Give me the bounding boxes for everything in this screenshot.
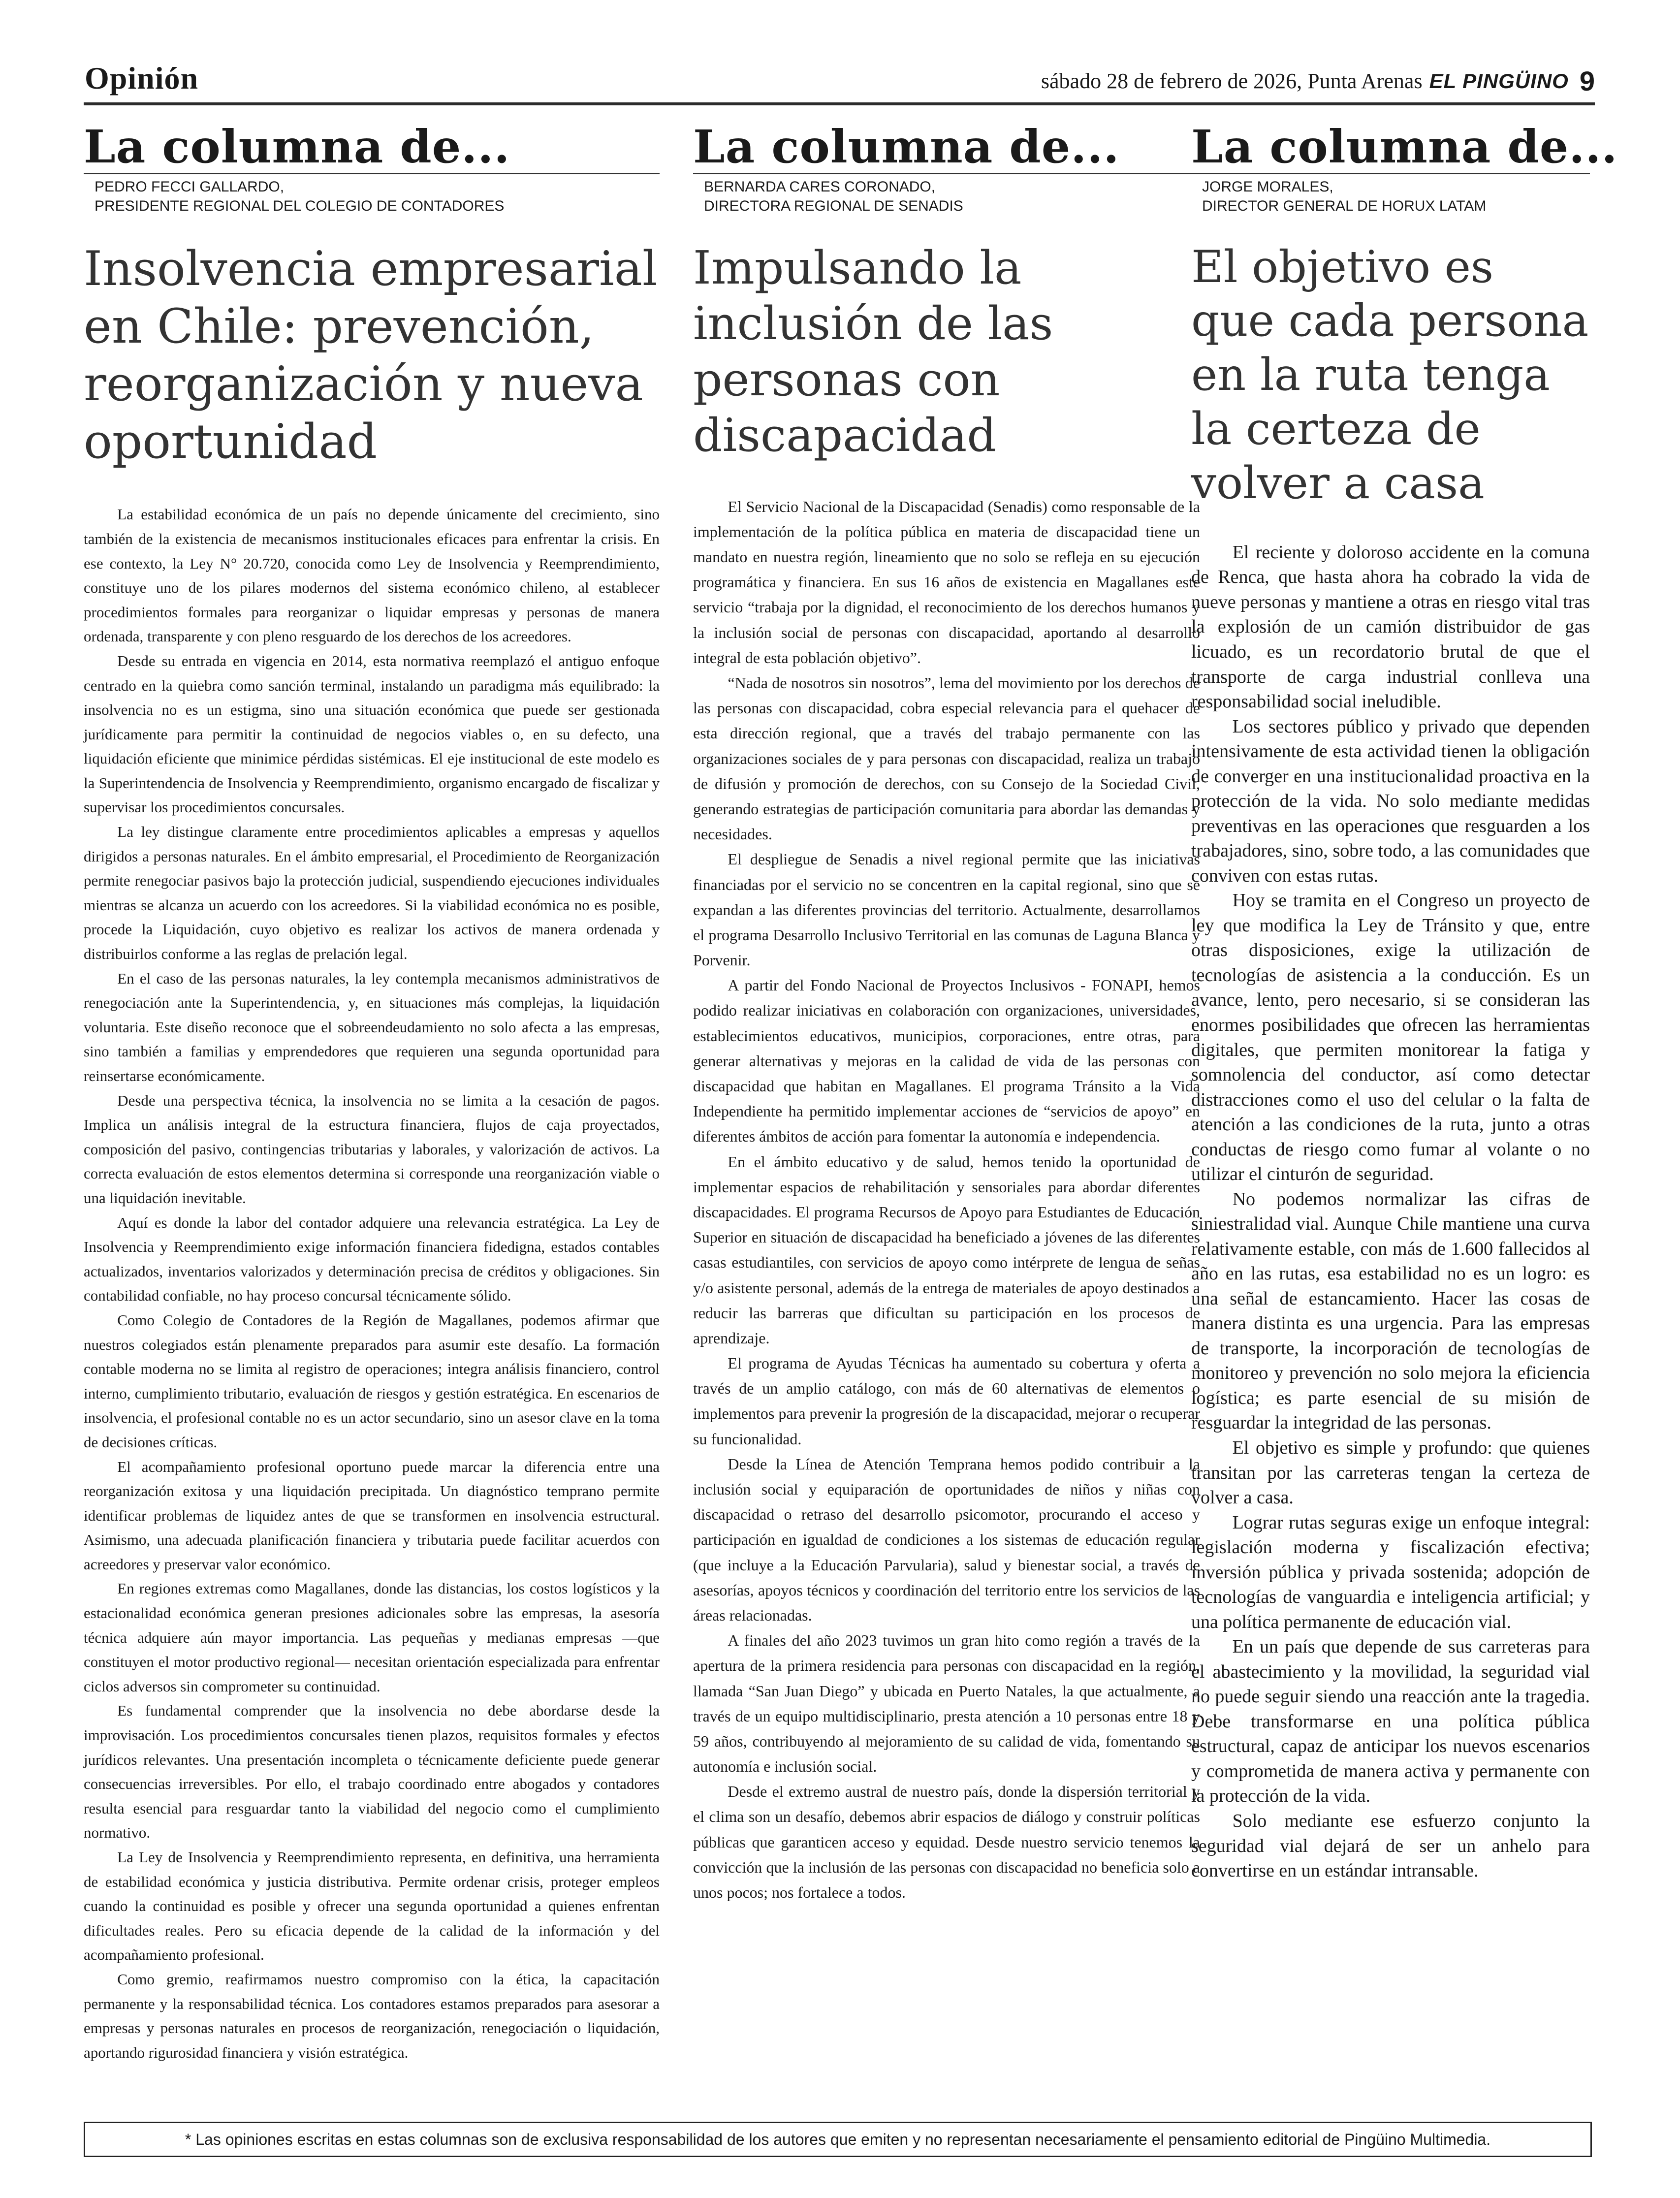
paragraph: Hoy se tramita en el Congreso un proyecto de ley que modifica la Ley de Tránsito y que, entre otras disposiciones, exige la utilización de tecnologías de asistencia a la conducción. Es un avance, lento, pero necesario, si se consideran las enormes posibilidades que ofrecen las herramientas digitales, que permiten monitorear la fatiga y somnolencia del conductor, así como detectar distracciones como el uso del celular o la falta de atención a las condiciones de la ruta, junto a otras conductas de riesgo como fumar al volante o no utilizar el cinturón de seguridad. xyxy=(1191,890,1590,1185)
paragraph: El reciente y doloroso accidente en la comuna de Renca, que hasta ahora ha cobrado la vida de nueve personas y mantiene a otras en riesgo vital tras la explosión de un camión distribuidor de gas licuado, es un recordatorio brutal de que el transporte de carga industrial conlleva una responsabilidad social ineludible. xyxy=(1191,542,1590,712)
paragraph: Desde una perspectiva técnica, la insolvencia no se limita a la cesación de pagos. Implica un análisis integral de la estructura financiera, flujos de caja proyectados, composición del pasivo, contingencias tributarias y laborales, y valorización de activos. La correcta evaluación de estos elementos determina si corresponde una reorganización viable o una liquidación inevitable. xyxy=(84,1091,660,1207)
author-name: JORGE MORALES, xyxy=(1202,178,1333,195)
paragraph: No podemos normalizar las cifras de siniestralidad vial. Aunque Chile mantiene una curva relativamente estable, con más de 1.600 fallecidos al año en las rutas, esa estabilidad no es un logro: es una señal de estancamiento. Hacer las cosas de manera distinta es una urgencia. Para las empresas de transporte, la incorporación de tecnologías de monitoreo y prevención no solo mejora la eficiencia logística; es parte esencial de su misión de resguardar la integridad de las personas. xyxy=(1191,1188,1590,1433)
author-role: DIRECTORA REGIONAL DE SENADIS xyxy=(704,197,963,214)
article-headline: El objetivo es que cada persona en la ruta tenga la certeza de volver a casa xyxy=(1191,241,1589,509)
paragraph: A finales del año 2023 tuvimos un gran hito como región a través de la apertura de la primera residencia para personas con discapacidad en la región, llamada “San Juan Diego” y ubicada en Puerto Natales, la que actualmente, a través de un equipo multidisciplinario, presta atención a 10 personas entre 18 y 59 años, contribuyendo al mejoramiento de su calidad de vida, fomentando su autonomía e inclusión social. xyxy=(693,1631,1200,1776)
column-cares xyxy=(693,120,1200,1905)
paragraph: Como gremio, reafirmamos nuestro compromiso con la ética, la capacitación permanente y la responsabilidad técnica. Los contadores estamos preparados para asesorar a empresas y personas naturales en procesos de reorganización, renegociación o liquidación, aportando rigurosidad financiera y visión estratégica. xyxy=(84,1970,660,2061)
paragraph: El acompañamiento profesional oportuno puede marcar la diferencia entre una reorganización exitosa y una liquidación precipitada. Un diagnóstico temprano permite identificar problemas de liquidez antes de que se transformen en insolvencia estructural. Asimismo, una adecuada planificación financiera y tributaria puede facilitar acuerdos con acreedores y preservar valor económico. xyxy=(84,1458,660,1573)
paragraph: El Servicio Nacional de la Discapacidad (Senadis) como responsable de la implementación de la política pública en materia de discapacidad tiene un mandato en nuestra región, lineamiento que no solo se refleja en su ejecución programática y financiera. En sus 16 años de existencia en Magallanes este servicio “trabaja por la dignidad, el reconocimiento de los derechos humanos y la inclusión social de personas con discapacidad, aportando al desarrollo integral de esta población objetivo”. xyxy=(693,497,1200,667)
paragraph: Solo mediante ese esfuerzo conjunto la seguridad vial dejará de ser un anhelo para convertirse en un estándar intransable. xyxy=(1191,1810,1590,1881)
author-byline xyxy=(693,177,1200,216)
column-morales xyxy=(1191,120,1618,1883)
paragraph: “Nada de nosotros sin nosotros”, lema del movimiento por los derechos de las personas con discapacidad, cobra especial relevancia para el quehacer de esta dirección regional, que a través del trabajo permanente con las organizaciones sociales de y para personas con discapacidad, realiza un trabajo de difusión y promoción de derechos, con su Consejo de la Sociedad Civil, generando estrategias de participación comunitaria para abordar las demandas y necesidades. xyxy=(693,674,1200,843)
author-role: DIRECTOR GENERAL DE HORUX LATAM xyxy=(1202,197,1487,214)
article-body xyxy=(1191,540,1590,1883)
paragraph: Desde la Línea de Atención Temprana hemos podido contribuir a la inclusión social y equiparación de oportunidades de niños y niñas con discapacidad o retraso del desarrollo psicomotor, procurando el acceso y participación en igualdad de condiciones a los sistemas de educación regular (que incluye a la Educación Parvularia), salud y bienestar social, a través de asesorías, apoyos técnicos y coordinación del territorio entre los servicios de las áreas relacionadas. xyxy=(693,1455,1200,1624)
paragraph: Aquí es donde la labor del contador adquiere una relevancia estratégica. La Ley de Insolvencia y Reemprendimiento exige información financiera fidedigna, estados contables actualizados, inventarios valorizados y determinación precisa de créditos y obligaciones. Sin contabilidad confiable, no hay proceso concursal técnicamente sólido. xyxy=(84,1213,660,1305)
disclaimer-box xyxy=(84,2122,1592,2157)
article-headline: Impulsando la inclusión de las personas con discapacidad xyxy=(693,241,1053,462)
column-kicker: La columna de... xyxy=(693,123,1200,174)
newspaper-brand: EL PINGÜINO xyxy=(1429,69,1569,93)
paragraph: Es fundamental comprender que la insolvencia no debe abordarse desde la improvisación. Los procedimientos concursales tienen plazos, requisitos formales y efectos jurídicos relevantes. Una presentación incompleta o técnicamente deficiente puede generar consecuencias irreversibles. Por ello, el trabajo coordinado entre abogados y contadores resulta esencial para resguardar tanto la viabilidad del negocio como el cumplimiento normativo. xyxy=(84,1702,660,1842)
paragraph: Lograr rutas seguras exige un enfoque integral: legislación moderna y fiscalización efectiva; inversión pública y privada sostenida; adopción de tecnologías de vanguardia e inteligencia artificial; y una política permanente de educación vial. xyxy=(1191,1512,1590,1632)
paragraph: A partir del Fondo Nacional de Proyectos Inclusivos - FONAPI, hemos podido realizar iniciativas en colaboración con organizaciones, universidades, establecimientos educativos, municipios, corporaciones, entre otras, para generar alternativas y mejoras en la calidad de vida de las personas con discapacidad que habitan en Magallanes. El programa Tránsito a la Vida Independiente ha permitido implementar acciones de “servicios de apoyo” en diferentes ámbitos de acción para fomentar la autonomía e independencia. xyxy=(693,976,1200,1146)
date-place: sábado 28 de febrero de 2026, Punta Arenas xyxy=(1041,69,1423,93)
author-byline xyxy=(84,177,660,216)
paragraph: Desde su entrada en vigencia en 2014, esta normativa reemplazó el antiguo enfoque centrado en la quiebra como sanción terminal, instalando un paradigma más equilibrado: la insolvencia no es un estigma, sino una situación económica que puede ser gestionada jurídicamente para permitir la continuidad de negocios viables o, en su defecto, una liquidación eficiente que minimice pérdidas sistémicas. El eje institucional de este modelo es la Superintendencia de Insolvencia y Reemprendimiento, organismo encargado de fiscalizar y supervisar los procedimientos concursales. xyxy=(84,652,660,816)
paragraph: Los sectores público y privado que dependen intensivamente de esta actividad tienen la obligación de converger en una institucionalidad proactiva en la protección de la vida. No solo mediante medidas preventivas en las operaciones que resguarden a los trabajadores, sino, sobre todo, a las comunidades que conviven con estas rutas. xyxy=(1191,716,1590,886)
paragraph: En un país que depende de sus carreteras para el abastecimiento y la movilidad, la seguridad vial no puede seguir siendo una reacción ante la tragedia. Debe transformarse en una política pública estructural, capaz de anticipar los nuevos escenarios y comprometida de manera activa y permanente con la protección de la vida. xyxy=(1191,1636,1590,1807)
article-body xyxy=(84,502,660,2065)
paragraph: En el ámbito educativo y de salud, hemos tenido la oportunidad de implementar espacios de rehabilitación y sensoriales para abordar diferentes discapacidades. El programa Recursos de Apoyo para Estudiantes de Educación Superior en situación de discapacidad ha beneficiado a jóvenes de las diferentes casas estudiantiles, con servicios de apoyo como intérprete de lengua de señas y/o asistente personal, además de la entrega de materiales de apoyo destinados a reducir las barreras que dificultan su participación en los procesos de aprendizaje. xyxy=(693,1152,1200,1347)
paragraph: En regiones extremas como Magallanes, donde las distancias, los costos logísticos y la estacionalidad económica generan presiones adicionales sobre las empresas, la asesoría técnica adquiere aún mayor importancia. Las pequeñas y medianas empresas —que constituyen el motor productivo regional— necesitan orientación especializada para enfrentar ciclos adversos sin comprometer su continuidad. xyxy=(84,1580,660,1695)
column-kicker: La columna de... xyxy=(1191,120,1618,173)
paragraph: En el caso de las personas naturales, la ley contempla mecanismos administrativos de renegociación ante la Superintendencia, y, en situaciones más complejas, la liquidación voluntaria. Este diseño reconoce que el sobreendeudamiento no solo afecta a las empresas, sino también a familias y emprendedores que requieren una segunda oportunidad para reinsertarse económicamente. xyxy=(84,969,660,1084)
paragraph: Como Colegio de Contadores de la Región de Magallanes, podemos afirmar que nuestros colegiados están plenamente preparados para asumir este desafío. La formación contable moderna no se limita al registro de operaciones; integra análisis financiero, control interno, cumplimiento tributario, evaluación de riesgos y gestión estratégica. En escenarios de insolvencia, el profesional contable no es un actor secundario, sino un asesor clave en la toma de decisiones críticas. xyxy=(84,1311,660,1451)
author-name: BERNARDA CARES CORONADO, xyxy=(704,178,936,195)
article-headline: Insolvencia empresarial en Chile: prevención, reorganización y nueva oportunidad xyxy=(84,241,658,469)
article-body xyxy=(693,494,1200,1906)
author-name: PEDRO FECCI GALLARDO, xyxy=(95,178,285,195)
author-role: PRESIDENTE REGIONAL DEL COLEGIO DE CONTADORES xyxy=(95,197,505,214)
disclaimer-text: * Las opiniones escritas en estas columnas son de exclusiva responsabilidad de los autores que emiten y no representan necesariamente el pensamiento editorial de Pingüino Multimedia. xyxy=(185,2130,1491,2148)
paragraph: El programa de Ayudas Técnicas ha aumentado su cobertura y oferta a través de un amplio catálogo, con más de 60 alternativas de elementos o implementos para prevenir la progresión de la discapacidad, mejorar o recuperar su funcionalidad. xyxy=(693,1354,1200,1448)
column-kicker: La columna de... xyxy=(84,123,660,174)
header-info xyxy=(1041,65,1595,97)
page-number: 9 xyxy=(1579,65,1595,96)
column-fecci xyxy=(84,120,660,2065)
author-byline xyxy=(1191,177,1590,216)
paragraph: Desde el extremo austral de nuestro país, donde la dispersión territorial y el clima son un desafío, debemos abrir espacios de diálogo y construir políticas públicas que garanticen acceso y equidad. Desde nuestro servicio tenemos la convicción que la inclusión de las personas con discapacidad no beneficia solo a unos pocos; nos fortalece a todos. xyxy=(693,1783,1200,1902)
section-title: Opinión xyxy=(85,61,199,96)
paragraph: La estabilidad económica de un país no depende únicamente del crecimiento, sino también de la existencia de mecanismos institucionales eficaces para enfrentar la crisis. En ese contexto, la Ley N° 20.720, conocida como Ley de Insolvencia y Reemprendimiento, constituye uno de los pilares modernos del sistema económico chileno, al establecer procedimientos formales para reorganizar o liquidar empresas y personas de manera ordenada, transparente y con pleno resguardo de los derechos de los acreedores. xyxy=(84,506,660,645)
paragraph: El objetivo es simple y profundo: que quienes transitan por las carreteras tengan la certeza de volver a casa. xyxy=(1191,1437,1590,1508)
paragraph: La ley distingue claramente entre procedimientos aplicables a empresas y aquellos dirigidos a personas naturales. En el ámbito empresarial, el Procedimiento de Reorganización permite renegociar pasivos bajo la protección judicial, suspendiendo ejecuciones individuales mientras se alcanza un acuerdo con los acreedores. Si la viabilidad económica no es posible, procede la Liquidación, cuyo objetivo es realizar los activos de manera ordenada y distribuirlos conforme a las reglas de prelación legal. xyxy=(84,823,660,963)
paragraph: El despliegue de Senadis a nivel regional permite que las iniciativas financiadas por el servicio no se concentren en la capital regional, sino que se expandan a las diferentes provincias del territorio. Actualmente, desarrollamos el programa Desarrollo Inclusivo Territorial en las comunas de Laguna Blanca y Porvenir. xyxy=(693,850,1200,969)
page-header xyxy=(84,58,1595,105)
paragraph: La Ley de Insolvencia y Reemprendimiento representa, en definitiva, una herramienta de estabilidad económica y justicia distributiva. Permite ordenar crisis, proteger empleos cuando la continuidad es posible y ofrecer una segunda oportunidad a quienes enfrentan dificultades reales. Pero su eficacia depende de la calidad de la información y del acompañamiento profesional. xyxy=(84,1848,660,1964)
